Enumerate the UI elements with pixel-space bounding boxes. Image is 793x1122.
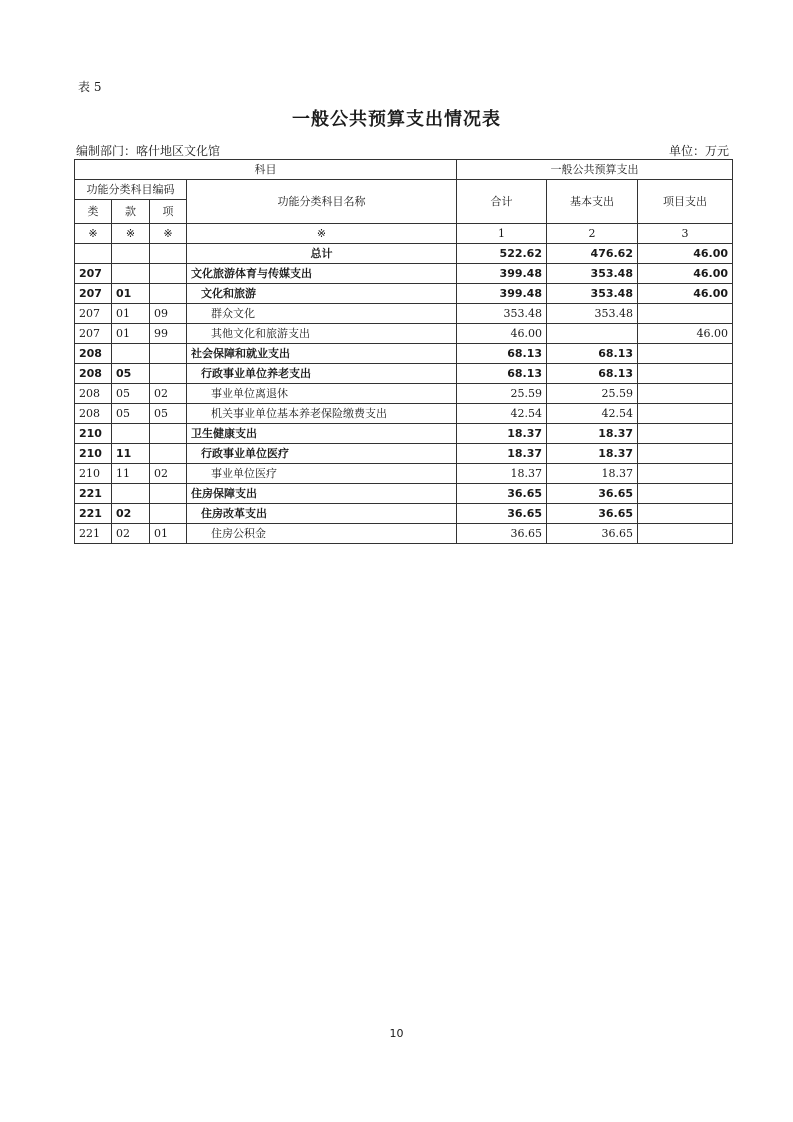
basic-cell: 353.48: [547, 264, 638, 284]
project-cell: 46.00: [638, 244, 733, 264]
code-kuan-cell: 05: [112, 364, 150, 384]
code-kuan-cell: 11: [112, 464, 150, 484]
code-lei-cell: 221: [75, 504, 112, 524]
code-kuan-cell: 02: [112, 524, 150, 544]
code-kuan-cell: 01: [112, 324, 150, 344]
table-row: [75, 284, 733, 304]
basic-cell: 36.65: [547, 504, 638, 524]
table-row: [75, 324, 733, 344]
project-cell: [638, 464, 733, 484]
code-xiang-cell: [150, 364, 187, 384]
basic-cell: [547, 324, 638, 344]
mark-cell: ※: [187, 224, 457, 244]
subject-name-cell: 文化旅游体育与传媒支出: [187, 264, 457, 284]
code-xiang-cell: [150, 484, 187, 504]
code-kuan-cell: 05: [112, 404, 150, 424]
budget-group-header: 一般公共预算支出: [457, 160, 733, 180]
code-kuan-cell: [112, 484, 150, 504]
total-cell: 399.48: [457, 284, 547, 304]
project-cell: [638, 404, 733, 424]
code-lei-cell: [75, 244, 112, 264]
code-lei-cell: 208: [75, 364, 112, 384]
code-lei-cell: 207: [75, 264, 112, 284]
basic-cell: 36.65: [547, 484, 638, 504]
subject-name-cell: 总计: [187, 244, 457, 264]
code-kuan-cell: [112, 244, 150, 264]
subject-name-cell: 行政事业单位养老支出: [187, 364, 457, 384]
column-number: 1: [457, 224, 547, 244]
project-cell: [638, 504, 733, 524]
subject-name-cell: 其他文化和旅游支出: [187, 324, 457, 344]
code-xiang-cell: 02: [150, 464, 187, 484]
mark-cell: ※: [112, 224, 150, 244]
code-xiang-cell: 02: [150, 384, 187, 404]
code-lei-cell: 208: [75, 404, 112, 424]
budget-expenditure-table: [74, 159, 733, 544]
project-cell: [638, 344, 733, 364]
code-lei-cell: 207: [75, 324, 112, 344]
subject-name-cell: 事业单位离退休: [187, 384, 457, 404]
basic-cell: 68.13: [547, 344, 638, 364]
table-row: [75, 504, 733, 524]
total-cell: 18.37: [457, 464, 547, 484]
table-row: [75, 304, 733, 324]
column-number: 2: [547, 224, 638, 244]
code-lei-cell: 221: [75, 484, 112, 504]
table-row: [75, 524, 733, 544]
table-label: 表 5: [78, 80, 102, 94]
total-header: 合计: [457, 180, 547, 224]
lei-header: 类: [75, 200, 112, 224]
code-kuan-cell: [112, 424, 150, 444]
code-xiang-cell: [150, 264, 187, 284]
table-row: [75, 424, 733, 444]
name-header: 功能分类科目名称: [187, 180, 457, 224]
code-lei-cell: 210: [75, 424, 112, 444]
basic-cell: 68.13: [547, 364, 638, 384]
basic-header: 基本支出: [547, 180, 638, 224]
total-cell: 522.62: [457, 244, 547, 264]
subject-name-cell: 群众文化: [187, 304, 457, 324]
table-row: [75, 384, 733, 404]
code-xiang-cell: 09: [150, 304, 187, 324]
project-cell: 46.00: [638, 264, 733, 284]
code-kuan-cell: 02: [112, 504, 150, 524]
subject-name-cell: 住房改革支出: [187, 504, 457, 524]
code-kuan-cell: [112, 264, 150, 284]
basic-cell: 18.37: [547, 444, 638, 464]
table-row: [75, 444, 733, 464]
total-cell: 25.59: [457, 384, 547, 404]
basic-cell: 353.48: [547, 304, 638, 324]
subject-name-cell: 住房保障支出: [187, 484, 457, 504]
code-lei-cell: 207: [75, 284, 112, 304]
code-kuan-cell: 01: [112, 304, 150, 324]
code-lei-cell: 210: [75, 444, 112, 464]
code-lei-cell: 207: [75, 304, 112, 324]
subject-name-cell: 机关事业单位基本养老保险缴费支出: [187, 404, 457, 424]
code-group-header: 功能分类科目编码: [75, 180, 187, 200]
mark-cell: ※: [150, 224, 187, 244]
table-row: [75, 464, 733, 484]
total-cell: 36.65: [457, 524, 547, 544]
project-cell: [638, 484, 733, 504]
code-kuan-cell: 05: [112, 384, 150, 404]
table-row: [75, 364, 733, 384]
mark-cell: ※: [75, 224, 112, 244]
project-cell: [638, 424, 733, 444]
code-xiang-cell: [150, 444, 187, 464]
kuan-header: 款: [112, 200, 150, 224]
total-cell: 42.54: [457, 404, 547, 424]
table-row: [75, 264, 733, 284]
subject-header: 科目: [75, 160, 457, 180]
code-lei-cell: 221: [75, 524, 112, 544]
total-cell: 46.00: [457, 324, 547, 344]
basic-cell: 476.62: [547, 244, 638, 264]
total-cell: 36.65: [457, 504, 547, 524]
code-kuan-cell: 01: [112, 284, 150, 304]
total-cell: 68.13: [457, 344, 547, 364]
page-title: 一般公共预算支出情况表: [292, 109, 501, 130]
page-number: 10: [389, 1027, 404, 1040]
department-label: 编制部门：喀什地区文化馆: [76, 144, 221, 158]
subject-name-cell: 社会保障和就业支出: [187, 344, 457, 364]
basic-cell: 42.54: [547, 404, 638, 424]
header-row-4: [75, 224, 733, 244]
code-xiang-cell: 05: [150, 404, 187, 424]
table-row: [75, 484, 733, 504]
basic-cell: 353.48: [547, 284, 638, 304]
code-kuan-cell: [112, 344, 150, 364]
basic-cell: 18.37: [547, 464, 638, 484]
column-number: 3: [638, 224, 733, 244]
header-row-2: [75, 180, 733, 200]
subject-name-cell: 事业单位医疗: [187, 464, 457, 484]
project-header: 项目支出: [638, 180, 733, 224]
code-xiang-cell: [150, 284, 187, 304]
project-cell: 46.00: [638, 324, 733, 344]
subject-name-cell: 文化和旅游: [187, 284, 457, 304]
table-row: [75, 404, 733, 424]
code-xiang-cell: [150, 244, 187, 264]
code-xiang-cell: 99: [150, 324, 187, 344]
subject-name-cell: 住房公积金: [187, 524, 457, 544]
project-cell: [638, 384, 733, 404]
code-xiang-cell: [150, 504, 187, 524]
total-cell: 18.37: [457, 424, 547, 444]
total-cell: 68.13: [457, 364, 547, 384]
project-cell: 46.00: [638, 284, 733, 304]
code-kuan-cell: 11: [112, 444, 150, 464]
table-row: [75, 244, 733, 264]
xiang-header: 项: [150, 200, 187, 224]
code-lei-cell: 208: [75, 344, 112, 364]
code-xiang-cell: 01: [150, 524, 187, 544]
total-cell: 36.65: [457, 484, 547, 504]
unit-label: 单位：万元: [668, 144, 729, 158]
project-cell: [638, 444, 733, 464]
basic-cell: 25.59: [547, 384, 638, 404]
code-xiang-cell: [150, 424, 187, 444]
project-cell: [638, 524, 733, 544]
total-cell: 399.48: [457, 264, 547, 284]
project-cell: [638, 364, 733, 384]
project-cell: [638, 304, 733, 324]
subject-name-cell: 行政事业单位医疗: [187, 444, 457, 464]
subject-name-cell: 卫生健康支出: [187, 424, 457, 444]
header-row-1: [75, 160, 733, 180]
basic-cell: 36.65: [547, 524, 638, 544]
code-lei-cell: 208: [75, 384, 112, 404]
basic-cell: 18.37: [547, 424, 638, 444]
code-xiang-cell: [150, 344, 187, 364]
total-cell: 353.48: [457, 304, 547, 324]
total-cell: 18.37: [457, 444, 547, 464]
table-row: [75, 344, 733, 364]
code-lei-cell: 210: [75, 464, 112, 484]
